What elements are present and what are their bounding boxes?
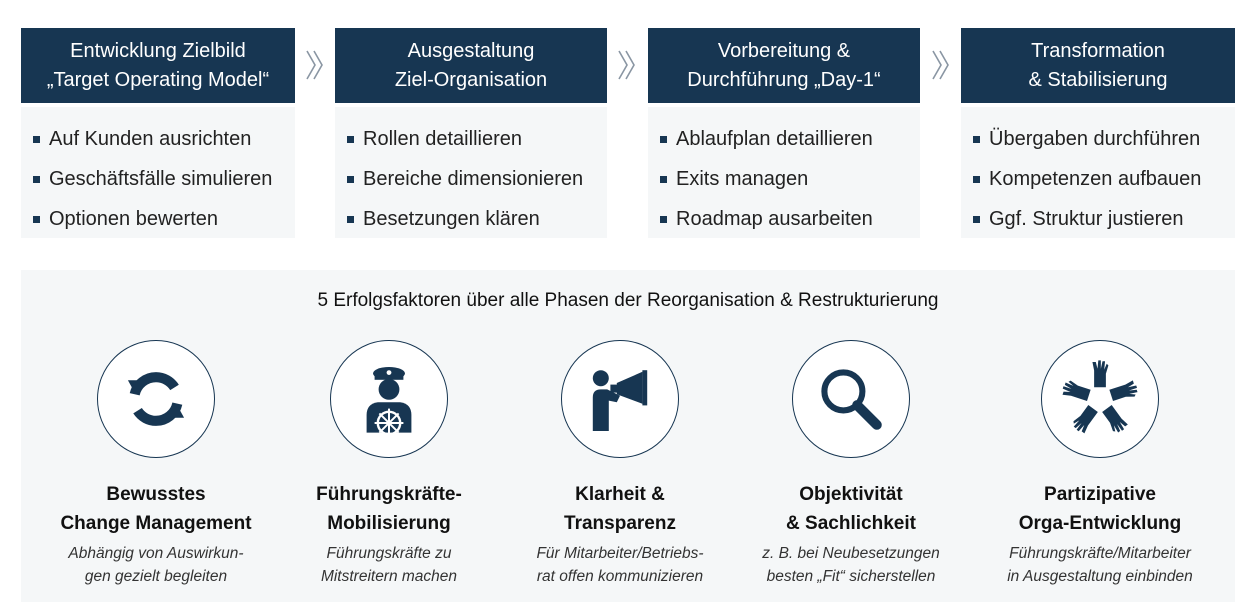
factor-leadership-mobilization xyxy=(269,340,509,588)
phase-2-title-line1: Ausgestaltung xyxy=(407,39,535,62)
phase-2-list xyxy=(335,107,607,239)
joined-hands-icon xyxy=(1058,357,1142,441)
factor-clarity-transparency xyxy=(500,340,740,588)
bullet-icon xyxy=(33,176,40,183)
list-item xyxy=(33,119,295,159)
list-item xyxy=(973,159,1235,199)
bullet-icon xyxy=(660,216,667,223)
bullet-icon xyxy=(973,176,980,183)
factor-title-line2: Change Management xyxy=(60,513,252,534)
list-item-text: Exits managen xyxy=(676,168,809,190)
list-item xyxy=(33,199,295,239)
factor-title-line1: Objektivität xyxy=(799,484,903,505)
factor-title xyxy=(36,480,276,538)
factor-icon-circle xyxy=(97,340,215,458)
factor-participative-development xyxy=(980,340,1220,588)
phase-4-title-line1: Transformation xyxy=(1031,39,1165,62)
factors-title: 5 Erfolgsfaktoren über alle Phasen der Reorganisation & Restrukturierung xyxy=(317,290,939,311)
list-item-text: Roadmap ausarbeiten xyxy=(676,208,873,230)
magnifier-icon xyxy=(813,361,889,437)
phase-2-box xyxy=(335,107,607,238)
phase-4-title-line2: & Stabilisierung xyxy=(1028,68,1168,91)
bullet-icon xyxy=(33,136,40,143)
factor-desc xyxy=(36,542,276,588)
phase-3-list xyxy=(648,107,920,239)
list-item-text: Auf Kunden ausrichten xyxy=(49,128,252,150)
list-item xyxy=(33,159,295,199)
phase-2-header xyxy=(335,28,607,103)
phase-4-box xyxy=(961,107,1235,238)
phase-1-box xyxy=(21,107,295,238)
phase-4-header xyxy=(961,28,1235,103)
factor-desc xyxy=(500,542,740,588)
chevron-right-icon xyxy=(304,47,326,83)
list-item xyxy=(973,119,1235,159)
factor-title xyxy=(980,480,1220,538)
factor-title-line2: Orga-Entwicklung xyxy=(1018,513,1182,534)
factor-title-line2: & Sachlichkeit xyxy=(786,513,916,534)
list-item-text: Ggf. Struktur justieren xyxy=(989,208,1184,230)
factor-desc xyxy=(980,542,1220,588)
list-item xyxy=(347,119,607,159)
bullet-icon xyxy=(33,216,40,223)
list-item xyxy=(660,159,920,199)
bullet-icon xyxy=(973,136,980,143)
bullet-icon xyxy=(660,136,667,143)
phase-3-title-line1: Vorbereitung & xyxy=(717,39,851,62)
list-item-text: Geschäftsfälle simulieren xyxy=(49,168,273,190)
factor-icon-circle xyxy=(561,340,679,458)
bullet-icon xyxy=(973,216,980,223)
list-item xyxy=(347,159,607,199)
factor-title-line2: Mobilisierung xyxy=(327,513,451,534)
bullet-icon xyxy=(347,216,354,223)
factor-desc-line1: Für Mitarbeiter/Betriebs- xyxy=(536,545,704,562)
factor-objectivity xyxy=(731,340,971,588)
list-item xyxy=(347,199,607,239)
phase-2-title-line2: Ziel-Organisation xyxy=(394,68,548,91)
list-item-text: Optionen bewerten xyxy=(49,208,219,230)
factor-title-line1: Bewusstes xyxy=(106,484,206,505)
chevron-right-icon xyxy=(930,47,952,83)
factor-desc-line2: in Ausgestaltung einbinden xyxy=(1007,568,1193,585)
megaphone-icon xyxy=(580,359,660,439)
phase-3-header xyxy=(648,28,920,103)
list-item-text: Bereiche dimensionieren xyxy=(363,168,584,190)
refresh-icon xyxy=(117,360,195,438)
list-item xyxy=(973,199,1235,239)
list-item-text: Ablaufplan detaillieren xyxy=(676,128,873,150)
factor-desc-line2: Mitstreitern machen xyxy=(320,568,458,585)
phase-1-list xyxy=(21,107,295,239)
factor-desc-line1: Führungskräfte/Mitarbeiter xyxy=(1009,545,1191,562)
factor-desc-line2: gen gezielt begleiten xyxy=(84,568,228,585)
phase-3-title-line2: Durchführung „Day-1“ xyxy=(687,68,881,91)
phase-4-list xyxy=(961,107,1235,239)
factor-desc-line1: Abhängig von Auswirkun- xyxy=(68,545,244,562)
factor-icon-circle xyxy=(1041,340,1159,458)
factor-icon-circle xyxy=(330,340,448,458)
phase-3-box xyxy=(648,107,920,238)
factor-title-line1: Klarheit & xyxy=(575,484,665,505)
list-item-text: Übergaben durchführen xyxy=(989,128,1201,150)
list-item xyxy=(660,119,920,159)
captain-icon xyxy=(349,359,429,439)
factor-title-line1: Partizipative xyxy=(1044,484,1156,505)
phase-1-title-line2: „Target Operating Model“ xyxy=(46,68,270,91)
list-item-text: Rollen detaillieren xyxy=(363,128,522,150)
factor-desc-line2: besten „Fit“ sicherstellen xyxy=(766,568,936,585)
list-item xyxy=(660,199,920,239)
factor-title xyxy=(500,480,740,538)
list-item-text: Kompetenzen aufbauen xyxy=(989,168,1202,190)
phase-1-title-line1: Entwicklung Zielbild xyxy=(70,39,246,62)
factor-title xyxy=(731,480,971,538)
factor-desc-line1: Führungskräfte zu xyxy=(326,545,452,562)
factor-change-management xyxy=(36,340,276,588)
bullet-icon xyxy=(347,136,354,143)
factor-desc-line1: z. B. bei Neubesetzungen xyxy=(762,545,940,562)
factor-title-line1: Führungskräfte- xyxy=(316,484,462,505)
list-item-text: Besetzungen klären xyxy=(363,208,540,230)
factor-desc xyxy=(731,542,971,588)
phase-1-header xyxy=(21,28,295,103)
bullet-icon xyxy=(347,176,354,183)
factor-desc-line2: rat offen kommunizieren xyxy=(536,568,704,585)
factor-icon-circle xyxy=(792,340,910,458)
factor-title-line2: Transparenz xyxy=(564,513,676,534)
factor-title xyxy=(269,480,509,538)
chevron-right-icon xyxy=(616,47,638,83)
bullet-icon xyxy=(660,176,667,183)
factor-desc xyxy=(269,542,509,588)
